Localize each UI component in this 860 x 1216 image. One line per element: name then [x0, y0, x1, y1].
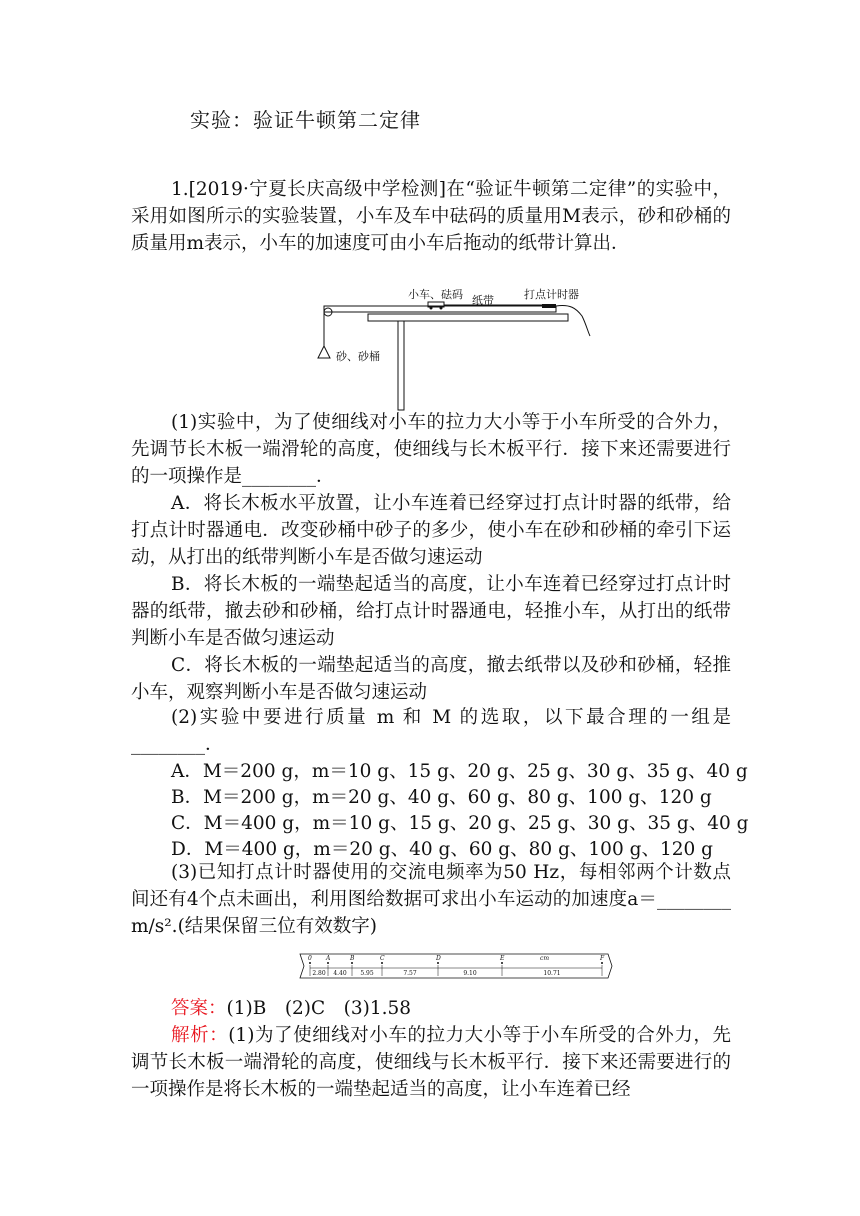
- tape-distance: 9.10: [463, 970, 477, 977]
- cart-label: 小车、砝码: [408, 288, 463, 301]
- tape-point-D: D: [436, 955, 441, 962]
- part2-option-c: C．M＝400 g，m＝10 g、15 g、20 g、25 g、30 g、35 g、40 g: [171, 813, 749, 834]
- part1-option-a: A．将长木板水平放置，让小车连着已经穿过打点计时器的纸带，给打点计时器通电．改变砂桶中砂子的多少，使小车在砂和砂桶的牵引下运动，从打出的纸带判断小车是否做匀速运动: [131, 493, 731, 568]
- answer-text: (1)B (2)C (3)1.58: [226, 998, 412, 1019]
- tape-distance: 5.95: [360, 970, 374, 977]
- part2-stem: (2)实验中要进行质量 m 和 M 的选取，以下最合理的一组是________．: [131, 707, 731, 755]
- part3-stem: (3)已知打点计时器使用的交流电频率为50 Hz，每相邻两个计数点间还有4个点未画出，利用图给数据可求出小车运动的加速度a＝________ m/s².(结果保留三位有效数字): [131, 862, 731, 937]
- tape-dot-C: [381, 962, 383, 964]
- part2-option-a: A．M＝200 g，m＝10 g、15 g、20 g、25 g、30 g、35 g、40 g: [171, 761, 748, 782]
- tape-dot-D: [437, 962, 439, 964]
- paper-tape-figure: [296, 946, 614, 984]
- apparatus-figure: [312, 286, 592, 412]
- tape-dot-E: [501, 962, 503, 964]
- tape-point-C: C: [380, 955, 385, 962]
- tape-point-A: A: [326, 955, 331, 962]
- tape-dot-A: [327, 962, 329, 964]
- tape-point-B: B: [350, 955, 355, 962]
- tape-point-F: F: [600, 955, 605, 962]
- tape-point-E: E: [500, 955, 505, 962]
- tape-distance: 10.71: [543, 970, 561, 977]
- analysis-label: 解析：: [171, 1025, 229, 1046]
- tape-point-0: 0: [308, 955, 312, 962]
- tape-dot-F: [601, 962, 603, 964]
- tape-distance: 4.40: [333, 970, 347, 977]
- tape-dot-0: [309, 962, 311, 964]
- tape-dot-B: [351, 962, 353, 964]
- analysis: [131, 1022, 731, 1103]
- part1-option-c: C．将长木板的一端垫起适当的高度，撤去纸带以及砂和砂桶，轻推小车，观察判断小车是否做匀速运动: [131, 655, 731, 703]
- analysis-text: (1)为了使细线对小车的拉力大小等于小车所受的合外力，先调节长木板一端滑轮的高度，使细线与长木板平行．接下来还需要进行的一项操作是将长木板的一端垫起适当的高度，让小车连着已经: [131, 1025, 731, 1100]
- tape-unit: cm: [540, 955, 550, 962]
- page-title: 实验：验证牛顿第二定律: [190, 108, 421, 132]
- tape-distance: 7.57: [403, 970, 417, 977]
- answer-line: [171, 995, 411, 1022]
- part1-option-b: B．将长木板的一端垫起适当的高度，让小车连着已经穿过打点计时器的纸带，撤去砂和砂桶，给打点计时器通电，轻推小车，从打出的纸带判断小车是否做匀速运动: [131, 574, 731, 649]
- tape-label: 纸带: [472, 294, 494, 307]
- part2-option-d: D．M＝400 g，m＝20 g、40 g、60 g、80 g、100 g、120 g: [171, 839, 713, 860]
- sand-label: 砂、砂桶: [336, 350, 380, 363]
- answer-label: 答案：: [171, 998, 227, 1019]
- part1-stem: (1)实验中，为了使细线对小车的拉力大小等于小车所受的合外力，先调节长木板一端滑轮的高度，使细线与长木板平行．接下来还需要进行的一项操作是________．: [131, 412, 731, 487]
- tape-distance: 2.80: [312, 970, 326, 977]
- question-intro: 1.[2019·宁夏长庆高级中学检测]在“验证牛顿第二定律”的实验中，采用如图所示的实验装置，小车及车中砝码的质量用M表示，砂和砂桶的质量用m表示，小车的加速度可由小车后拖动的纸带计算出．: [131, 179, 731, 254]
- part2-option-b: B．M＝200 g，m＝20 g、40 g、60 g、80 g、100 g、120 g: [171, 787, 712, 808]
- timer-label: 打点计时器: [524, 288, 579, 301]
